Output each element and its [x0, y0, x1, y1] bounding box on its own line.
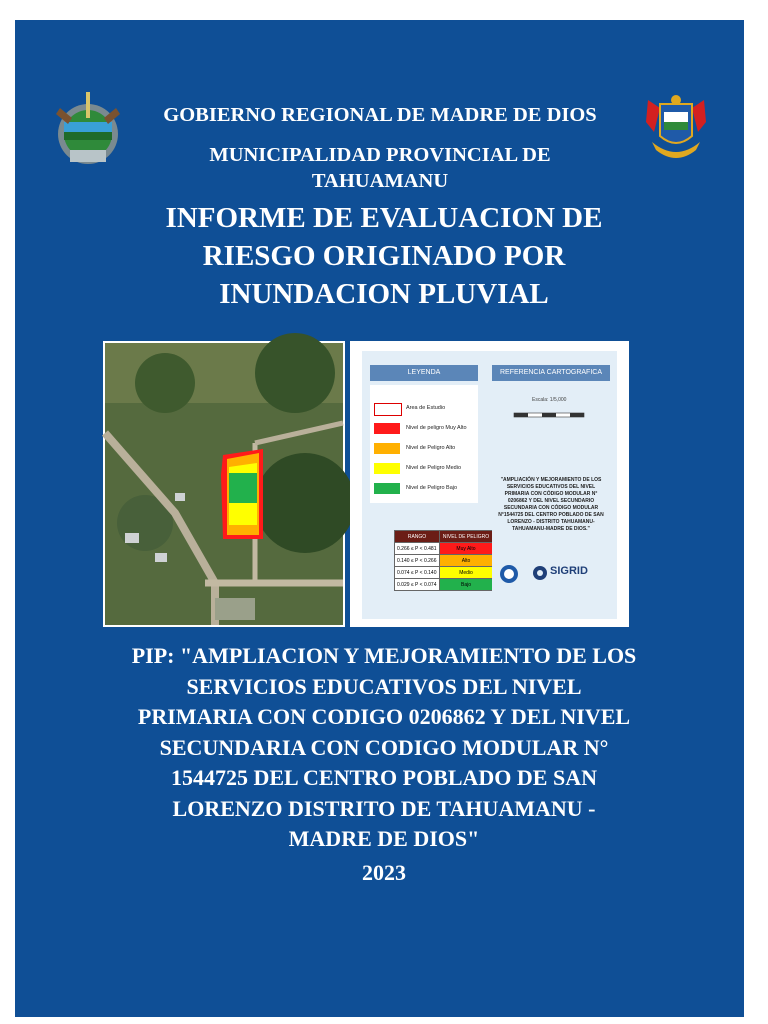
reference-panel: [492, 385, 610, 611]
scale-bar: [514, 409, 584, 421]
sigrid-logo-icon: [532, 563, 548, 583]
reference-title: REFERENCIA CARTOGRAFICA: [492, 365, 610, 381]
report-title: [100, 199, 668, 313]
municipality-heading: MUNICIPALIDAD PROVINCIAL DE TAHUAMANU: [209, 144, 551, 192]
project-title-line: SECUNDARIA CON CODIGO MODULAR N°: [159, 734, 609, 760]
project-title-line: SERVICIOS EDUCATIVOS DEL NIVEL: [186, 673, 582, 699]
project-title-line: 1544725 DEL CENTRO POBLADO DE SAN: [170, 765, 597, 790]
legend-item-label: Nivel de Peligro Medio: [406, 465, 462, 471]
project-title-line: MADRE DE DIOS": [288, 826, 480, 851]
hazard-range-table: [394, 530, 493, 591]
legend-swatch: [374, 483, 400, 494]
table-row: [395, 579, 493, 591]
project-title-line: LORENZO DISTRITO DE TAHUAMANU -: [172, 795, 596, 821]
legend-swatch: [374, 423, 400, 434]
legend-title: LEYENDA: [370, 365, 478, 381]
project-title: [70, 641, 698, 855]
satellite-map-image: [103, 341, 345, 627]
report-year: 2023: [362, 860, 406, 885]
table-row: [395, 567, 493, 579]
title-line: INFORME DE EVALUACION DE: [165, 202, 603, 234]
sigrid-logo-text: SIGRID: [550, 565, 588, 577]
range-cell: 0.140 ≤ P < 0.266: [395, 555, 440, 567]
regional-government-logo: [50, 88, 128, 174]
legend-item-label: Nivel de peligro Muy Alto: [406, 425, 467, 431]
project-title-line: PRIMARIA CON CODIGO 0206862 Y DEL NIVEL: [137, 704, 631, 729]
level-cell: Medio: [440, 567, 493, 579]
project-description: "AMPLIACIÓN Y MEJORAMIENTO DE LOS SERVICIOS EDUCATIVOS DEL NIVEL PRIMARIA CON CÓDIGO MODULAR N° 0206862 Y DEL NIVEL SECUNDARIO SECUNDARIA CON CÓDIGO MODULAR N°1544725 DEL CENTRO POBLADO DE SAN LORENZO - DISTRITO TAHUAMANU-TAHUAMANU-MADRE DE DIOS.": [498, 477, 604, 532]
regional-government-heading: GOBIERNO REGIONAL DE MADRE DE DIOS: [163, 104, 597, 126]
table-header: RANGO: [395, 531, 440, 543]
legend-item-label: Area de Estudio: [406, 405, 446, 411]
level-cell: Muy Alto: [440, 543, 493, 555]
range-cell: 0.074 ≤ P < 0.140: [395, 567, 440, 579]
legend-item-label: Nivel de Peligro Alto: [406, 445, 456, 451]
scale-label: Escala: 1/5,000: [532, 397, 567, 403]
legend-item-label: Nivel de Peligro Bajo: [406, 485, 458, 491]
table-row: [395, 555, 493, 567]
project-title-line: PIP: "AMPLIACION Y MEJORAMIENTO DE LOS: [131, 643, 637, 668]
level-cell: Alto: [440, 555, 493, 567]
title-line: INUNDACION PLUVIAL: [219, 278, 549, 310]
title-line: RIESGO ORIGINADO POR: [202, 240, 566, 272]
range-cell: 0.266 ≤ P < 0.481: [395, 543, 440, 555]
municipality-coat-of-arms: [642, 92, 710, 164]
legend-swatch: [374, 463, 400, 474]
legend-background: [362, 351, 617, 619]
legend-items-panel: [370, 385, 478, 503]
table-header: NIVEL DE PELIGRO: [440, 531, 493, 543]
level-cell: Bajo: [440, 579, 493, 591]
legend-swatch: [374, 403, 402, 416]
cenepred-logo-icon: [498, 563, 520, 587]
legend-swatch: [374, 443, 400, 454]
table-row: [395, 543, 493, 555]
map-legend-panel: [350, 341, 629, 627]
range-cell: 0.029 ≤ P < 0.074: [395, 579, 440, 591]
